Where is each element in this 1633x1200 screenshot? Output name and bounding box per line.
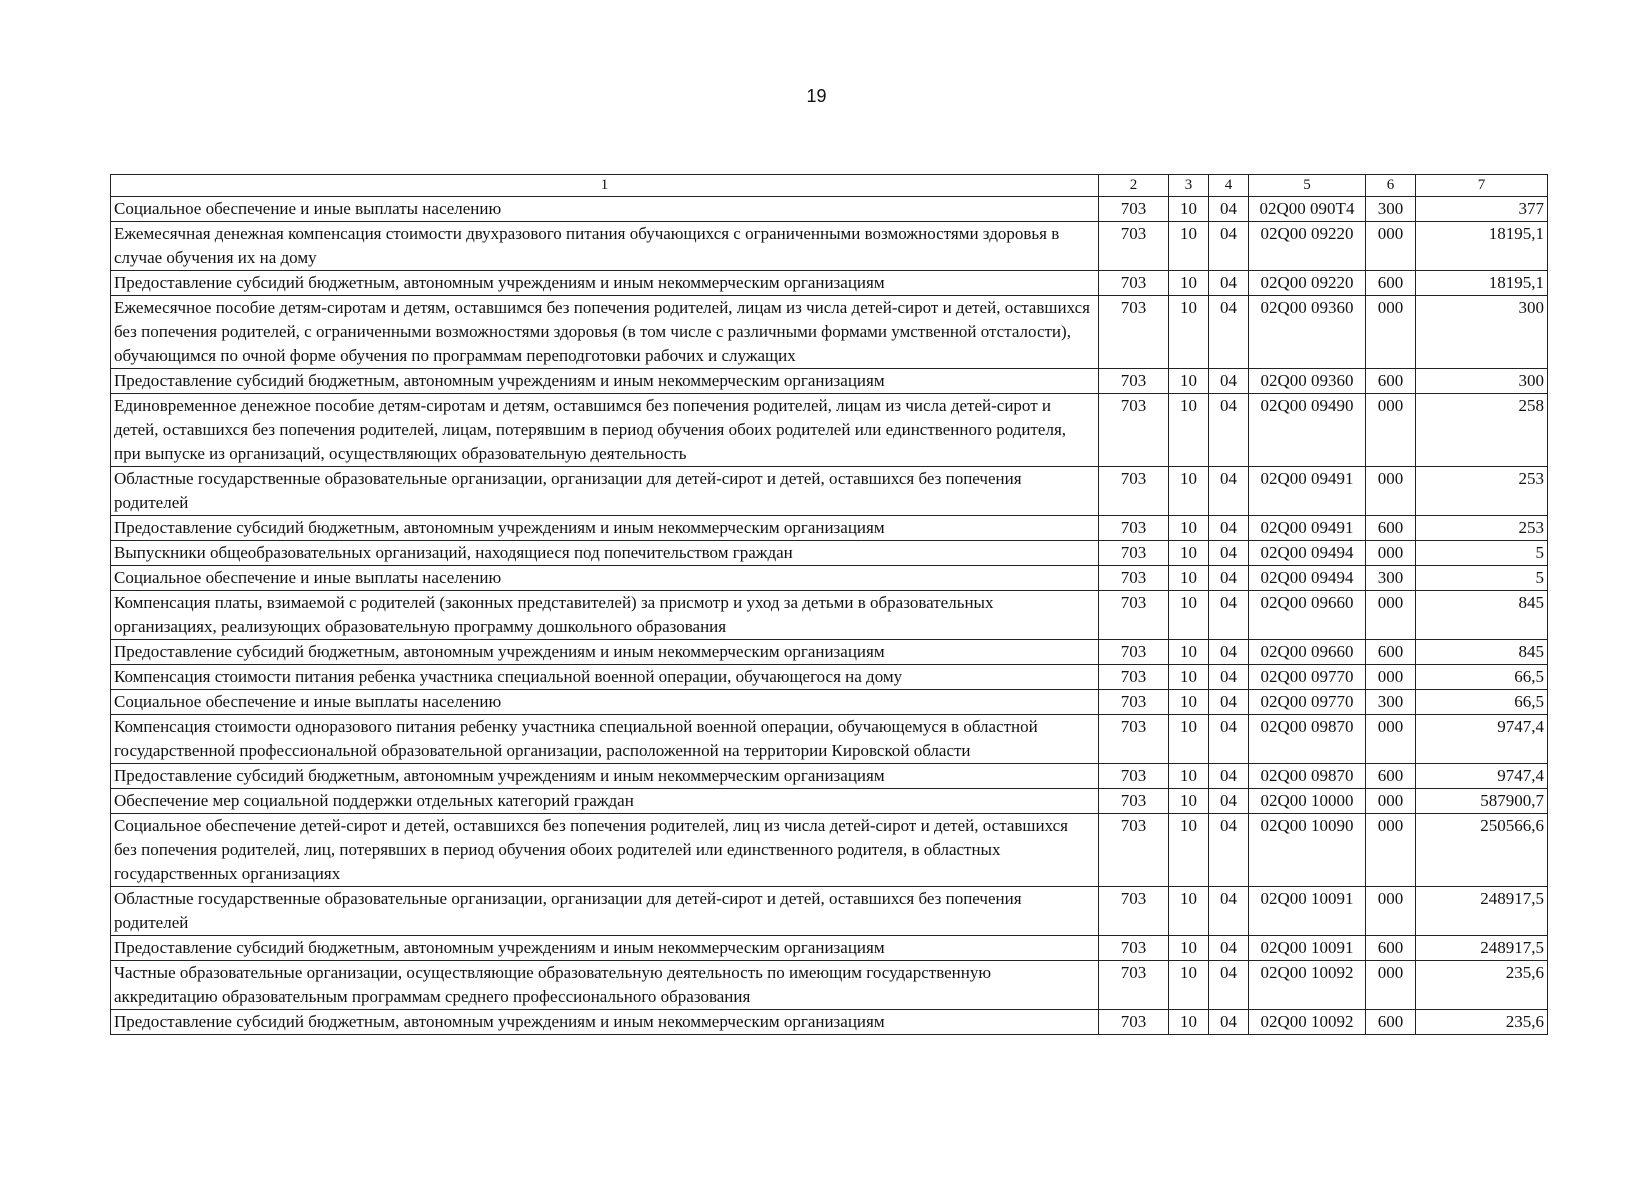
row-subsection-cell: 04 [1209, 887, 1249, 936]
row-expense-type-cell: 600 [1366, 936, 1416, 961]
row-subsection-cell: 04 [1209, 541, 1249, 566]
row-amount-cell: 253 [1416, 467, 1548, 516]
row-amount-cell: 300 [1416, 369, 1548, 394]
row-expense-type-cell: 000 [1366, 394, 1416, 467]
row-amount-cell: 9747,4 [1416, 715, 1548, 764]
row-name-cell: Предоставление субсидий бюджетным, автономным учреждениям и иным некоммерческим организациям [111, 516, 1099, 541]
row-expense-type-cell: 000 [1366, 541, 1416, 566]
row-section-cell: 10 [1169, 591, 1209, 640]
table-row [111, 887, 1548, 936]
row-expense-type-cell: 000 [1366, 222, 1416, 271]
row-target-article-cell: 02Q00 09494 [1249, 541, 1366, 566]
table-row [111, 764, 1548, 789]
row-subsection-cell: 04 [1209, 271, 1249, 296]
row-target-article-cell: 02Q00 09660 [1249, 640, 1366, 665]
row-target-article-cell: 02Q00 09770 [1249, 665, 1366, 690]
row-section-cell: 10 [1169, 516, 1209, 541]
table-row [111, 961, 1548, 1010]
row-name-cell: Предоставление субсидий бюджетным, автономным учреждениям и иным некоммерческим организациям [111, 271, 1099, 296]
table-row [111, 541, 1548, 566]
row-amount-cell: 66,5 [1416, 690, 1548, 715]
row-target-article-cell: 02Q00 09660 [1249, 591, 1366, 640]
row-subsection-cell: 04 [1209, 591, 1249, 640]
row-target-article-cell: 02Q00 09870 [1249, 715, 1366, 764]
row-code-cell: 703 [1099, 961, 1169, 1010]
row-section-cell: 10 [1169, 222, 1209, 271]
row-amount-cell: 377 [1416, 197, 1548, 222]
table-row [111, 516, 1548, 541]
row-name-cell: Компенсация стоимости одноразового питания ребенку участника специальной военной операции, обучающемуся в областной государственной профессиональной образовательной организации, расположенной на территории Кировской области [111, 715, 1099, 764]
row-section-cell: 10 [1169, 394, 1209, 467]
column-header: 5 [1249, 175, 1366, 197]
row-code-cell: 703 [1099, 566, 1169, 591]
row-expense-type-cell: 000 [1366, 665, 1416, 690]
row-target-article-cell: 02Q00 10092 [1249, 961, 1366, 1010]
table-row [111, 394, 1548, 467]
row-amount-cell: 5 [1416, 541, 1548, 566]
row-section-cell: 10 [1169, 764, 1209, 789]
row-section-cell: 10 [1169, 541, 1209, 566]
table-row [111, 789, 1548, 814]
row-section-cell: 10 [1169, 936, 1209, 961]
row-amount-cell: 235,6 [1416, 961, 1548, 1010]
table-row [111, 1010, 1548, 1035]
row-code-cell: 703 [1099, 296, 1169, 369]
row-name-cell: Предоставление субсидий бюджетным, автономным учреждениям и иным некоммерческим организациям [111, 936, 1099, 961]
table-row [111, 467, 1548, 516]
row-target-article-cell: 02Q00 09220 [1249, 271, 1366, 296]
row-code-cell: 703 [1099, 764, 1169, 789]
row-expense-type-cell: 600 [1366, 640, 1416, 665]
table-row [111, 271, 1548, 296]
table-row [111, 369, 1548, 394]
row-expense-type-cell: 000 [1366, 467, 1416, 516]
row-name-cell: Областные государственные образовательные организации, организации для детей-сирот и детей, оставшихся без попечения родителей [111, 467, 1099, 516]
row-subsection-cell: 04 [1209, 640, 1249, 665]
row-section-cell: 10 [1169, 887, 1209, 936]
row-name-cell: Компенсация стоимости питания ребенка участника специальной военной операции, обучающегося на дому [111, 665, 1099, 690]
row-name-cell: Предоставление субсидий бюджетным, автономным учреждениям и иным некоммерческим организациям [111, 640, 1099, 665]
row-subsection-cell: 04 [1209, 197, 1249, 222]
row-code-cell: 703 [1099, 271, 1169, 296]
row-code-cell: 703 [1099, 887, 1169, 936]
column-header: 6 [1366, 175, 1416, 197]
row-subsection-cell: 04 [1209, 566, 1249, 591]
row-name-cell: Областные государственные образовательные организации, организации для детей-сирот и детей, оставшихся без попечения родителей [111, 887, 1099, 936]
row-code-cell: 703 [1099, 516, 1169, 541]
row-code-cell: 703 [1099, 640, 1169, 665]
column-header: 2 [1099, 175, 1169, 197]
row-expense-type-cell: 000 [1366, 887, 1416, 936]
row-name-cell: Ежемесячное пособие детям-сиротам и детям, оставшимся без попечения родителей, лицам из числа детей-сирот и детей, оставшихся без попечения родителей, с ограниченными возможностями здоровья (в том числе с различными формами умственной отсталости), обучающимся по очной форме обучения по программам переподготовки рабочих и служащих [111, 296, 1099, 369]
row-name-cell: Компенсация платы, взимаемой с родителей (законных представителей) за присмотр и уход за детьми в образовательных организациях, реализующих образовательную программу дошкольного образования [111, 591, 1099, 640]
column-header: 7 [1416, 175, 1548, 197]
row-code-cell: 703 [1099, 541, 1169, 566]
row-target-article-cell: 02Q00 09220 [1249, 222, 1366, 271]
row-expense-type-cell: 600 [1366, 369, 1416, 394]
row-section-cell: 10 [1169, 789, 1209, 814]
row-code-cell: 703 [1099, 467, 1169, 516]
row-name-cell: Социальное обеспечение и иные выплаты населению [111, 690, 1099, 715]
row-amount-cell: 235,6 [1416, 1010, 1548, 1035]
table-row [111, 222, 1548, 271]
table-header-row [111, 175, 1548, 197]
row-subsection-cell: 04 [1209, 1010, 1249, 1035]
row-expense-type-cell: 000 [1366, 814, 1416, 887]
row-name-cell: Выпускники общеобразовательных организаций, находящиеся под попечительством граждан [111, 541, 1099, 566]
row-amount-cell: 845 [1416, 591, 1548, 640]
row-target-article-cell: 02Q00 09491 [1249, 516, 1366, 541]
row-subsection-cell: 04 [1209, 814, 1249, 887]
row-name-cell: Частные образовательные организации, осуществляющие образовательную деятельность по имеющим государственную аккредитацию образовательным программам среднего профессионального образования [111, 961, 1099, 1010]
table-row [111, 690, 1548, 715]
row-amount-cell: 248917,5 [1416, 887, 1548, 936]
row-name-cell: Ежемесячная денежная компенсация стоимости двухразового питания обучающихся с ограниченными возможностями здоровья в случае обучения их на дому [111, 222, 1099, 271]
table-row [111, 814, 1548, 887]
row-expense-type-cell: 600 [1366, 764, 1416, 789]
row-target-article-cell: 02Q00 10090 [1249, 814, 1366, 887]
row-expense-type-cell: 300 [1366, 197, 1416, 222]
row-name-cell: Единовременное денежное пособие детям-сиротам и детям, оставшимся без попечения родителей, лицам из числа детей-сирот и детей, оставшихся без попечения родителей, лицам, потерявшим в период обучения обоих родителей или единственного родителя, при выпуске из организаций, осуществляющих образовательную деятельность [111, 394, 1099, 467]
row-amount-cell: 300 [1416, 296, 1548, 369]
row-subsection-cell: 04 [1209, 467, 1249, 516]
row-code-cell: 703 [1099, 1010, 1169, 1035]
row-code-cell: 703 [1099, 814, 1169, 887]
row-target-article-cell: 02Q00 09491 [1249, 467, 1366, 516]
row-expense-type-cell: 300 [1366, 690, 1416, 715]
column-header: 3 [1169, 175, 1209, 197]
row-name-cell: Предоставление субсидий бюджетным, автономным учреждениям и иным некоммерческим организациям [111, 369, 1099, 394]
row-code-cell: 703 [1099, 665, 1169, 690]
row-section-cell: 10 [1169, 665, 1209, 690]
row-expense-type-cell: 000 [1366, 591, 1416, 640]
row-amount-cell: 248917,5 [1416, 936, 1548, 961]
row-section-cell: 10 [1169, 566, 1209, 591]
row-section-cell: 10 [1169, 271, 1209, 296]
table-row [111, 665, 1548, 690]
row-section-cell: 10 [1169, 467, 1209, 516]
row-section-cell: 10 [1169, 1010, 1209, 1035]
column-header: 1 [111, 175, 1099, 197]
row-name-cell: Предоставление субсидий бюджетным, автономным учреждениям и иным некоммерческим организациям [111, 764, 1099, 789]
table-row [111, 197, 1548, 222]
row-subsection-cell: 04 [1209, 394, 1249, 467]
row-subsection-cell: 04 [1209, 715, 1249, 764]
column-header: 4 [1209, 175, 1249, 197]
row-subsection-cell: 04 [1209, 665, 1249, 690]
row-subsection-cell: 04 [1209, 690, 1249, 715]
row-target-article-cell: 02Q00 09870 [1249, 764, 1366, 789]
row-target-article-cell: 02Q00 09490 [1249, 394, 1366, 467]
row-amount-cell: 587900,7 [1416, 789, 1548, 814]
table-row [111, 936, 1548, 961]
row-amount-cell: 66,5 [1416, 665, 1548, 690]
row-amount-cell: 845 [1416, 640, 1548, 665]
row-section-cell: 10 [1169, 961, 1209, 1010]
row-subsection-cell: 04 [1209, 961, 1249, 1010]
row-expense-type-cell: 000 [1366, 961, 1416, 1010]
row-subsection-cell: 04 [1209, 516, 1249, 541]
row-expense-type-cell: 600 [1366, 1010, 1416, 1035]
row-subsection-cell: 04 [1209, 222, 1249, 271]
row-expense-type-cell: 000 [1366, 296, 1416, 369]
row-expense-type-cell: 600 [1366, 271, 1416, 296]
row-subsection-cell: 04 [1209, 764, 1249, 789]
row-code-cell: 703 [1099, 690, 1169, 715]
table-body [111, 197, 1548, 1035]
row-section-cell: 10 [1169, 197, 1209, 222]
row-name-cell: Социальное обеспечение и иные выплаты населению [111, 566, 1099, 591]
row-amount-cell: 18195,1 [1416, 271, 1548, 296]
table-row [111, 591, 1548, 640]
row-target-article-cell: 02Q00 10091 [1249, 887, 1366, 936]
row-target-article-cell: 02Q00 09360 [1249, 369, 1366, 394]
row-section-cell: 10 [1169, 690, 1209, 715]
row-amount-cell: 5 [1416, 566, 1548, 591]
row-code-cell: 703 [1099, 222, 1169, 271]
row-target-article-cell: 02Q00 09360 [1249, 296, 1366, 369]
row-target-article-cell: 02Q00 09770 [1249, 690, 1366, 715]
row-amount-cell: 253 [1416, 516, 1548, 541]
table-row [111, 640, 1548, 665]
row-name-cell: Социальное обеспечение и иные выплаты населению [111, 197, 1099, 222]
row-amount-cell: 9747,4 [1416, 764, 1548, 789]
row-expense-type-cell: 600 [1366, 516, 1416, 541]
row-target-article-cell: 02Q00 10091 [1249, 936, 1366, 961]
row-section-cell: 10 [1169, 369, 1209, 394]
row-section-cell: 10 [1169, 296, 1209, 369]
row-expense-type-cell: 000 [1366, 789, 1416, 814]
row-amount-cell: 18195,1 [1416, 222, 1548, 271]
row-subsection-cell: 04 [1209, 936, 1249, 961]
row-subsection-cell: 04 [1209, 296, 1249, 369]
row-target-article-cell: 02Q00 10092 [1249, 1010, 1366, 1035]
row-section-cell: 10 [1169, 715, 1209, 764]
row-code-cell: 703 [1099, 715, 1169, 764]
row-target-article-cell: 02Q00 09494 [1249, 566, 1366, 591]
row-code-cell: 703 [1099, 394, 1169, 467]
row-target-article-cell: 02Q00 10000 [1249, 789, 1366, 814]
row-amount-cell: 258 [1416, 394, 1548, 467]
row-code-cell: 703 [1099, 369, 1169, 394]
table-row [111, 715, 1548, 764]
budget-table [110, 174, 1548, 1035]
row-subsection-cell: 04 [1209, 369, 1249, 394]
page-number: 19 [806, 86, 827, 106]
row-target-article-cell: 02Q00 090T4 [1249, 197, 1366, 222]
row-name-cell: Обеспечение мер социальной поддержки отдельных категорий граждан [111, 789, 1099, 814]
row-name-cell: Социальное обеспечение детей-сирот и детей, оставшихся без попечения родителей, лиц из числа детей-сирот и детей, оставшихся без попечения родителей, лиц, потерявших в период обучения обоих родителей или единственного родителя, в областных государственных организациях [111, 814, 1099, 887]
row-amount-cell: 250566,6 [1416, 814, 1548, 887]
row-expense-type-cell: 300 [1366, 566, 1416, 591]
row-expense-type-cell: 000 [1366, 715, 1416, 764]
row-subsection-cell: 04 [1209, 789, 1249, 814]
row-name-cell: Предоставление субсидий бюджетным, автономным учреждениям и иным некоммерческим организациям [111, 1010, 1099, 1035]
row-code-cell: 703 [1099, 197, 1169, 222]
table-row [111, 566, 1548, 591]
row-code-cell: 703 [1099, 789, 1169, 814]
row-code-cell: 703 [1099, 591, 1169, 640]
row-section-cell: 10 [1169, 814, 1209, 887]
row-code-cell: 703 [1099, 936, 1169, 961]
row-section-cell: 10 [1169, 640, 1209, 665]
table-row [111, 296, 1548, 369]
